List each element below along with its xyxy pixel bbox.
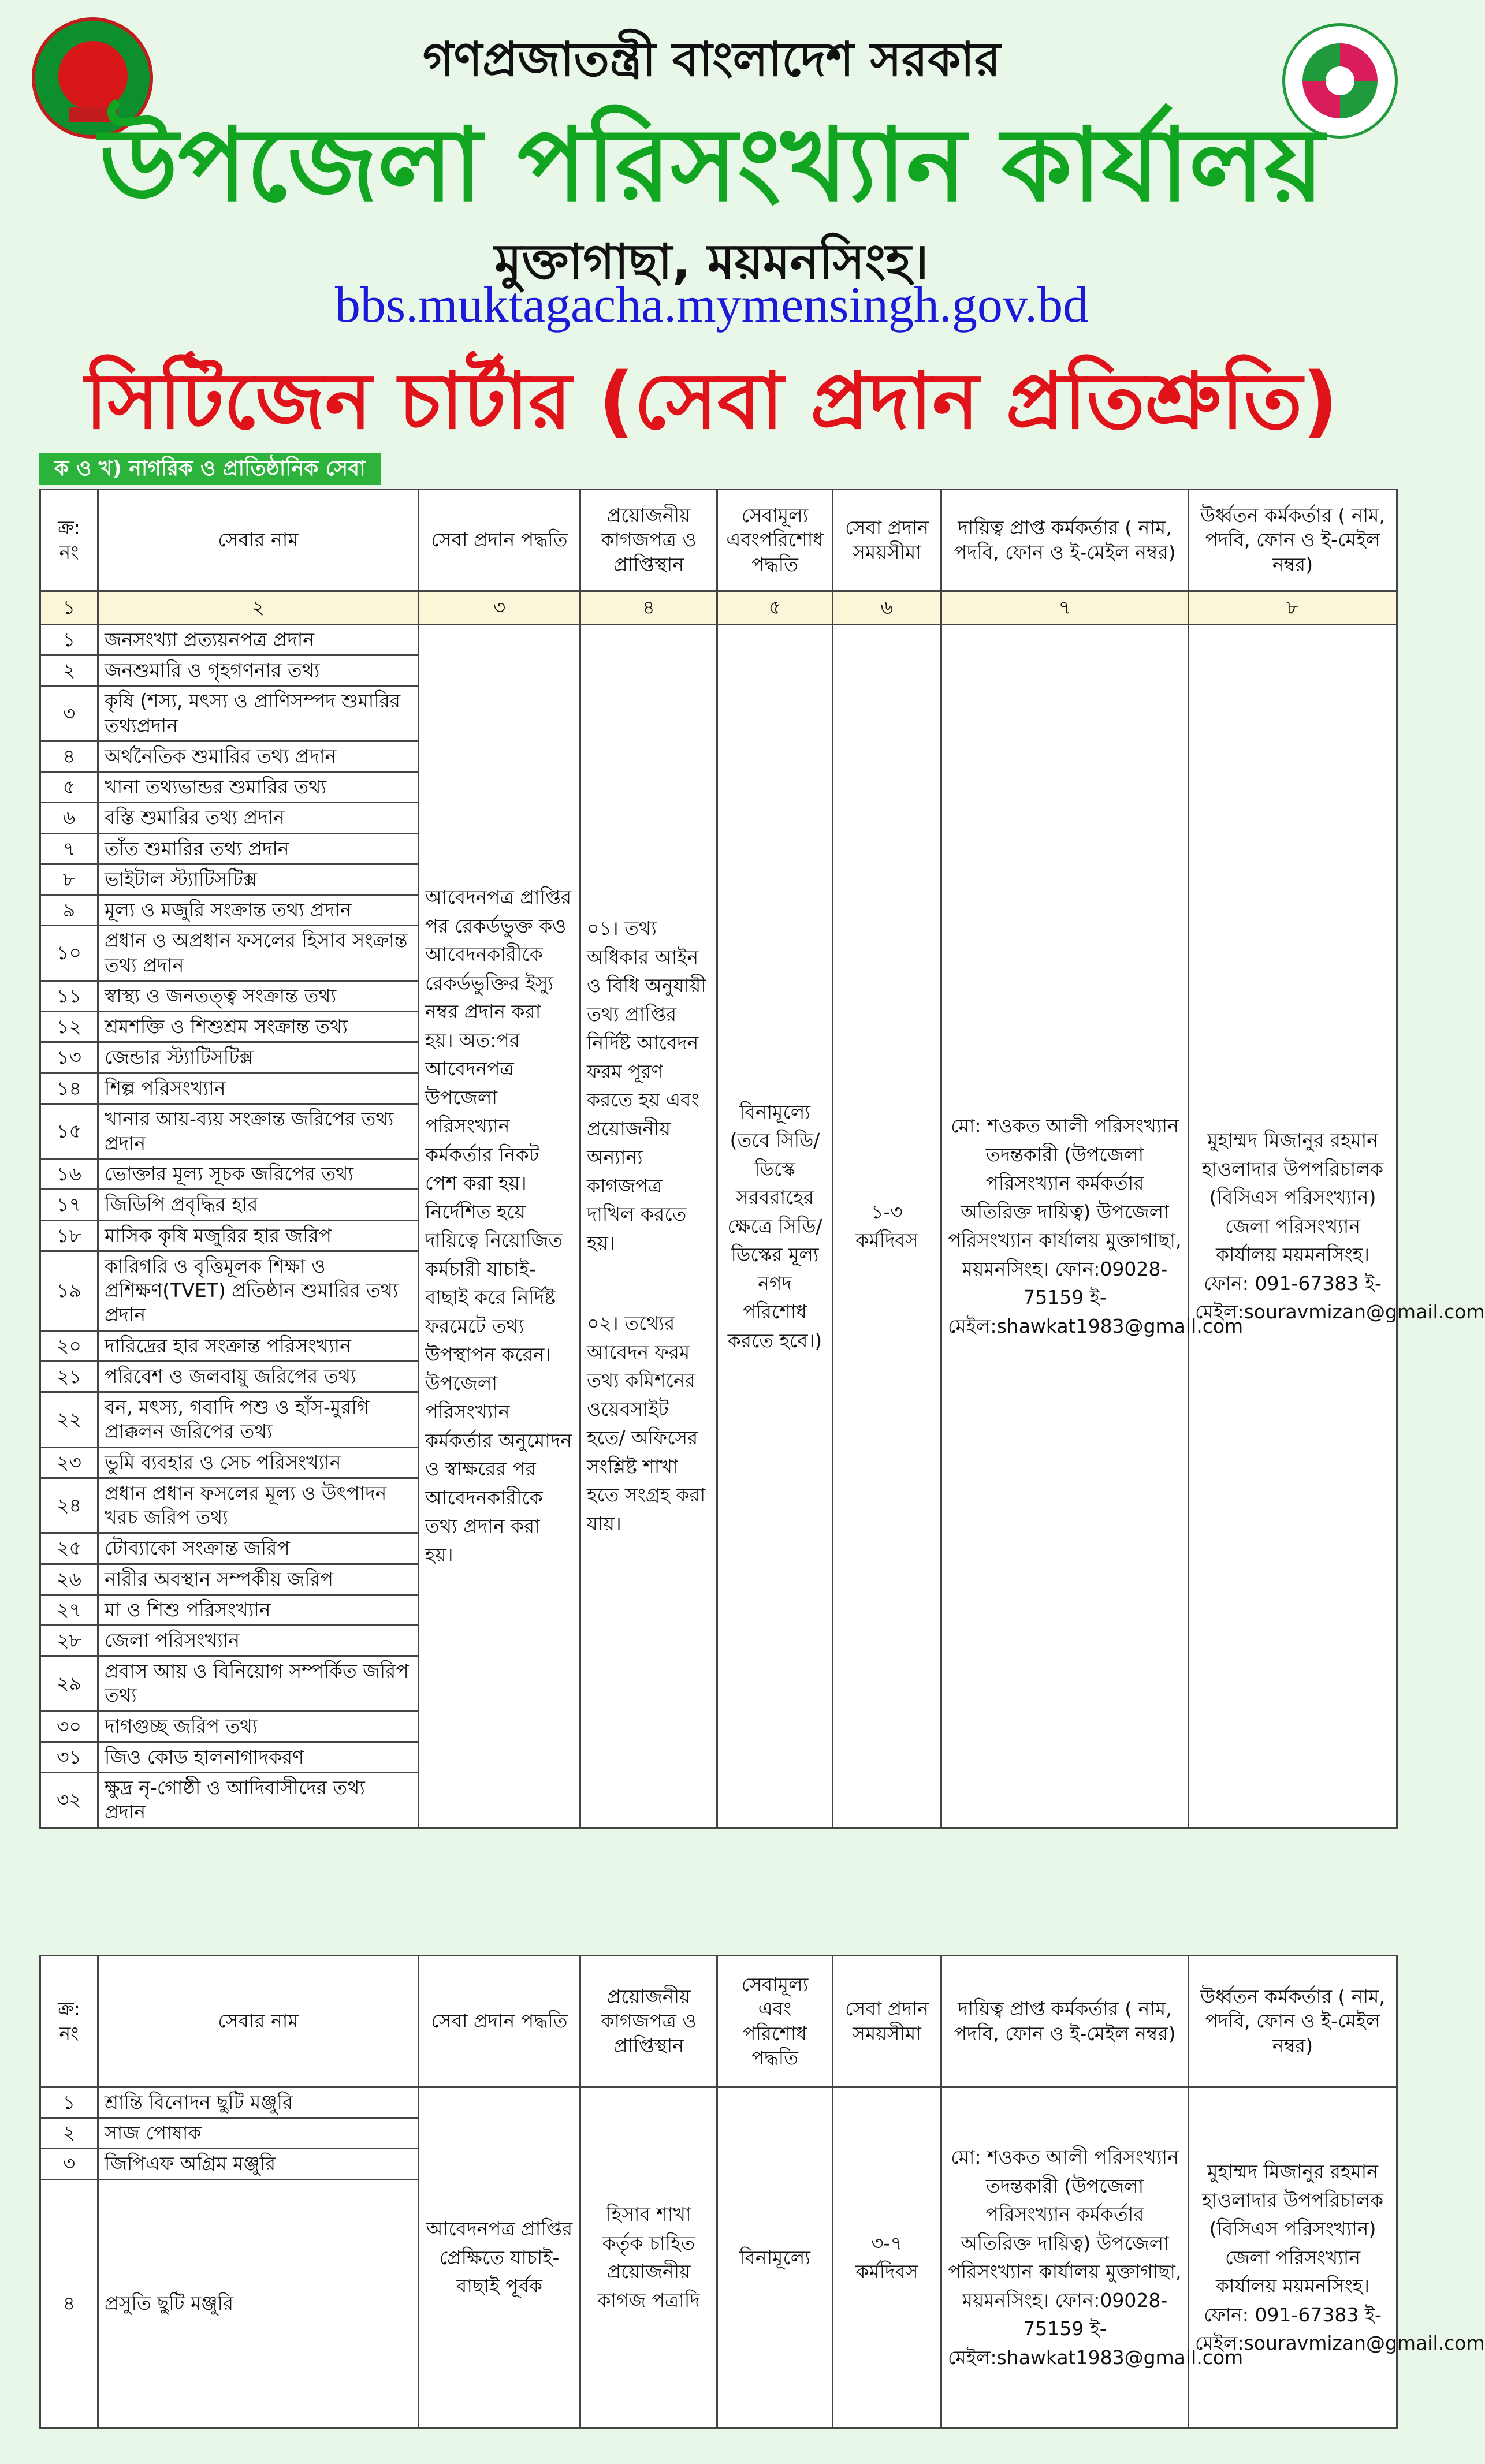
service-time: ১-৩ কর্মদিবস: [833, 625, 941, 1828]
documents-paragraph-2: ০২। তথ্যের আবেদন ফরম তথ্য কমিশনের ওয়েবসাইট হতে/ অফিসের সংশ্লিষ্ট শাখা হতে সংগ্রহ করা যায়।: [587, 1312, 706, 1535]
row-number: ৩০: [40, 1711, 98, 1742]
responsible-officer: মো: শওকত আলী পরিসংখ্যান তদন্তকারী (উপজেলা পরিসংখ্যান কর্মকর্তার অতিরিক্ত দায়িত্ব) উপজেলা পরিসংখ্যান কার্যালয় মুক্তাগাছা, ময়মনসিংহ। ফোন:09028-75159 ই-মেইল:shawkat1983@gmail.com: [941, 625, 1189, 1828]
header-cell: সেবা প্রদান সময়সীমা: [833, 490, 941, 591]
row-number: ৫: [40, 772, 98, 803]
service-name: তাঁত শুমারির তথ্য প্রদান: [98, 833, 419, 864]
column-number: ৭: [941, 591, 1189, 625]
service-name: পরিবেশ ও জলবায়ু জরিপের তথ্য: [98, 1361, 419, 1392]
row-number: ২: [40, 2118, 98, 2149]
services-table-2: [39, 1955, 1485, 2429]
service-name: ক্ষুদ্র নৃ-গোষ্ঠী ও আদিবাসীদের তথ্য প্রদান: [98, 1773, 419, 1828]
service-name: নারীর অবস্থান সম্পর্কীয় জরিপ: [98, 1564, 419, 1594]
column-number: ৩: [419, 591, 580, 625]
column-number: ৬: [833, 591, 941, 625]
table-header-row: [40, 1956, 1397, 2087]
service-name: স্বাস্থ্য ও জনতত্ত্ব সংক্রান্ত তথ্য: [98, 981, 419, 1011]
service-name: মাসিক কৃষি মজুরির হার জরিপ: [98, 1220, 419, 1251]
row-number: ৩: [40, 686, 98, 741]
header-cell: উর্ধ্বতন কর্মকর্তার ( নাম, পদবি, ফোন ও ই-মেইল নম্বর): [1189, 490, 1397, 591]
service-name: সাজ পোষাক: [98, 2118, 419, 2149]
row-number: ২৯: [40, 1656, 98, 1711]
service-method: আবেদনপত্র প্রাপ্তির পর রেকর্ডভুক্ত কও আবেদনকারীকে রেকর্ডভুক্তির ইস্যু নম্বর প্রদান করা হয়। অত:পর আবেদনপত্র উপজেলা পরিসংখ্যান কর্মকর্তার নিকট পেশ করা হয়। নির্দেশিত হয়ে দায়িত্বে নিয়োজিত কর্মচারী যাচাই-বাছাই করে নির্দিষ্ট ফরমেটে তথ্য উপস্থাপন করেন। উপজেলা পরিসংখ্যান কর্মকর্তার অনুমোদন ও স্বাক্ষরের পর আবেদনকারীকে তথ্য প্রদান করা হয়।: [419, 625, 580, 1828]
service-name: মূল্য ও মজুরি সংক্রান্ত তথ্য প্রদান: [98, 895, 419, 926]
service-name: জেলা পরিসংখ্যান: [98, 1625, 419, 1656]
row-number: ৭: [40, 833, 98, 864]
row-number: ২৫: [40, 1533, 98, 1564]
row-number: ২৪: [40, 1478, 98, 1533]
header-cell: উর্ধ্বতন কর্মকর্তার ( নাম, পদবি, ফোন ও ই-মেইল নম্বর): [1189, 1956, 1397, 2087]
row-number: ২০: [40, 1330, 98, 1361]
office-location: মুক্তাগাছা, ময়মনসিংহ।: [494, 233, 929, 290]
row-number: ২৮: [40, 1625, 98, 1656]
row-number: ৩: [40, 2149, 98, 2179]
row-number: ২৬: [40, 1564, 98, 1594]
header-cell: সেবামূল্য এবংপরিশোধ পদ্ধতি: [717, 490, 833, 591]
row-number: ১৫: [40, 1104, 98, 1158]
service-name: জেন্ডার স্ট্যাটিসটিক্স: [98, 1042, 419, 1073]
row-number: ১২: [40, 1012, 98, 1042]
row-number: ২২: [40, 1392, 98, 1447]
row-number: ১৭: [40, 1190, 98, 1220]
service-name: প্রধান ও অপ্রধান ফসলের হিসাব সংক্রান্ত তথ্য প্রদান: [98, 926, 419, 981]
header-cell: প্রয়োজনীয় কাগজপত্র ও প্রাপ্তিস্থান: [580, 490, 717, 591]
service-name: বন, মৎস্য, গবাদি পশু ও হাঁস-মুরগি প্রাক্কলন জরিপের তথ্য: [98, 1392, 419, 1447]
service-name: ভোক্তার মূল্য সূচক জরিপের তথ্য: [98, 1159, 419, 1190]
header-cell: দায়িত্ব প্রাপ্ত কর্মকর্তার ( নাম, পদবি, ফোন ও ই-মেইল নম্বর): [941, 1956, 1189, 2087]
service-name: শ্রমশক্তি ও শিশুশ্রম সংক্রান্ত তথ্য: [98, 1012, 419, 1042]
service-name: কৃষি (শস্য, মৎস্য ও প্রাণিসম্পদ শুমারির তথ্যপ্রদান: [98, 686, 419, 741]
header-cell: সেবা প্রদান পদ্ধতি: [419, 1956, 580, 2087]
column-number: ৮: [1189, 591, 1397, 625]
service-name: শিল্প পরিসংখ্যান: [98, 1073, 419, 1104]
row-number: ২১: [40, 1361, 98, 1392]
service-name: ভুমি ব্যবহার ও সেচ পরিসংখ্যান: [98, 1447, 419, 1478]
table-row: [40, 625, 1397, 655]
row-number: ২৭: [40, 1594, 98, 1625]
service-name: খানা তথ্যভান্ডর শুমারির তথ্য: [98, 772, 419, 803]
row-number: ২৩: [40, 1447, 98, 1478]
row-number: ৮: [40, 864, 98, 894]
header-cell: ক্র: নং: [40, 490, 98, 591]
row-number: ১০: [40, 926, 98, 981]
service-name: প্রসুতি ছুটি মঞ্জুরি: [98, 2179, 419, 2428]
header-cell: সেবার নাম: [98, 490, 419, 591]
page-header: [0, 0, 1423, 446]
header-cell: দায়িত্ব প্রাপ্ত কর্মকর্তার ( নাম, পদবি, ফোন ও ই-মেইল নম্বর): [941, 490, 1189, 591]
column-number: ৫: [717, 591, 833, 625]
service-name: অর্থনৈতিক শুমারির তথ্য প্রদান: [98, 741, 419, 771]
website-link[interactable]: bbs.muktagacha.mymensingh.gov.bd: [334, 277, 1089, 333]
service-name: জিপিএফ অগ্রিম মঞ্জুরি: [98, 2149, 419, 2179]
header-cell: সেবা প্রদান সময়সীমা: [833, 1956, 941, 2087]
row-number: ৪: [40, 741, 98, 771]
header-cell: সেবামূল্য এবং পরিশোধ পদ্ধতি: [717, 1956, 833, 2087]
header-cell: ক্র: নং: [40, 1956, 98, 2087]
service-method: আবেদনপত্র প্রাপ্তির প্রেক্ষিতে যাচাই-বাছাই পূর্বক: [419, 2087, 580, 2428]
service-name: কারিগরি ও বৃত্তিমূলক শিক্ষা ও প্রশিক্ষণ(TVET) প্রতিষ্ঠান শুমারির তথ্য প্রদান: [98, 1251, 419, 1330]
service-name: দাগগুচ্ছ জরিপ তথ্য: [98, 1711, 419, 1742]
header-cell: সেবার নাম: [98, 1956, 419, 2087]
service-name: প্রবাস আয় ও বিনিয়োগ সম্পর্কিত জরিপ তথ্য: [98, 1656, 419, 1711]
office-title: উপজেলা পরিসংখ্যান কার্যালয়: [99, 107, 1324, 224]
row-number: ৪: [40, 2179, 98, 2428]
row-number: ১: [40, 625, 98, 655]
service-name: জনসংখ্যা প্রত্যয়নপত্র প্রদান: [98, 625, 419, 655]
senior-officer: মুহাম্মদ মিজানুর রহমান হাওলাদার উপপরিচালক (বিসিএস পরিসংখ্যান) জেলা পরিসংখ্যান কার্যালয় ময়মনসিংহ। ফোন: 091-67383 ই-মেইল:souravmizan@gmail.com: [1189, 2087, 1397, 2428]
service-fee: বিনামূল্যে: [717, 2087, 833, 2428]
row-number: ১৬: [40, 1159, 98, 1190]
row-number: ৯: [40, 895, 98, 926]
required-documents: [580, 625, 717, 1828]
row-number: ১৪: [40, 1073, 98, 1104]
row-number: ৩২: [40, 1773, 98, 1828]
senior-officer: মুহাম্মদ মিজানুর রহমান হাওলাদার উপপরিচালক (বিসিএস পরিসংখ্যান) জেলা পরিসংখ্যান কার্যালয় ময়মনসিংহ। ফোন: 091-67383 ই-মেইল:souravmizan@gmail.com: [1189, 625, 1397, 1828]
documents-paragraph-1: ০১। তথ্য অধিকার আইন ও বিধি অনুযায়ী তথ্য প্রাপ্তির নির্দিষ্ট আবেদন ফরম পূরণ করতে হয় এবং প্রয়োজনীয় অন্যান্য কাগজপত্র দাখিল করতে হয়।: [587, 917, 706, 1254]
responsible-officer: মো: শওকত আলী পরিসংখ্যান তদন্তকারী (উপজেলা পরিসংখ্যান কর্মকর্তার অতিরিক্ত দায়িত্ব) উপজেলা পরিসংখ্যান কার্যালয় মুক্তাগাছা, ময়মনসিংহ। ফোন:09028-75159 ই-মেইল:shawkat1983@gmail.com: [941, 2087, 1189, 2428]
row-number: ১: [40, 2087, 98, 2118]
service-name: জনশুমারি ও গৃহগণনার তথ্য: [98, 655, 419, 686]
column-number: ১: [40, 591, 98, 625]
row-number: ২: [40, 655, 98, 686]
service-name: বস্তি শুমারির তথ্য প্রদান: [98, 803, 419, 833]
section-label: ক ও খ) নাগরিক ও প্রাতিষ্ঠানিক সেবা: [39, 453, 381, 485]
service-name: জিডিপি প্রবৃদ্ধির হার: [98, 1190, 419, 1220]
column-number: ২: [98, 591, 419, 625]
service-name: মা ও শিশু পরিসংখ্যান: [98, 1594, 419, 1625]
table-header-row: [40, 490, 1397, 591]
row-number: ৬: [40, 803, 98, 833]
service-name: টোব্যাকো সংক্রান্ত জরিপ: [98, 1533, 419, 1564]
service-name: প্রধান প্রধান ফসলের মূল্য ও উৎপাদন খরচ জরিপ তথ্য: [98, 1478, 419, 1533]
table-row: [40, 2087, 1397, 2118]
column-number-row: [40, 591, 1397, 625]
row-number: ৩১: [40, 1742, 98, 1772]
charter-title: সিটিজেন চার্টার (সেবা প্রদান প্রতিশ্রুতি): [85, 356, 1338, 446]
header-cell: প্রয়োজনীয় কাগজপত্র ও প্রাপ্তিস্থান: [580, 1956, 717, 2087]
service-name: জিও কোড হালনাগাদকরণ: [98, 1742, 419, 1772]
column-number: ৪: [580, 591, 717, 625]
row-number: ১৩: [40, 1042, 98, 1073]
required-documents: হিসাব শাখা কর্তৃক চাহিত প্রয়োজনীয় কাগজ পত্রাদি: [580, 2087, 717, 2428]
service-name: শ্রান্তি বিনোদন ছুটি মঞ্জুরি: [98, 2087, 419, 2118]
row-number: ১৮: [40, 1220, 98, 1251]
service-name: ভাইটাল স্ট্যাটিসটিক্স: [98, 864, 419, 894]
service-name: দারিদ্রের হার সংক্রান্ত পরিসংখ্যান: [98, 1330, 419, 1361]
services-table-1: [39, 489, 1485, 1829]
service-fee: বিনামূল্যে (তবে সিডি/ডিস্কে সরবরাহের ক্ষেত্রে সিডি/ডিস্কের মূল্য নগদ পরিশোধ করতে হবে।): [717, 625, 833, 1828]
header-cell: সেবা প্রদান পদ্ধতি: [419, 490, 580, 591]
service-time: ৩-৭ কর্মদিবস: [833, 2087, 941, 2428]
row-number: ১১: [40, 981, 98, 1011]
row-number: ১৯: [40, 1251, 98, 1330]
government-line: গণপ্রজাতন্ত্রী বাংলাদেশ সরকার: [422, 32, 1001, 87]
service-name: খানার আয়-ব্যয় সংক্রান্ত জরিপের তথ্য প্রদান: [98, 1104, 419, 1158]
